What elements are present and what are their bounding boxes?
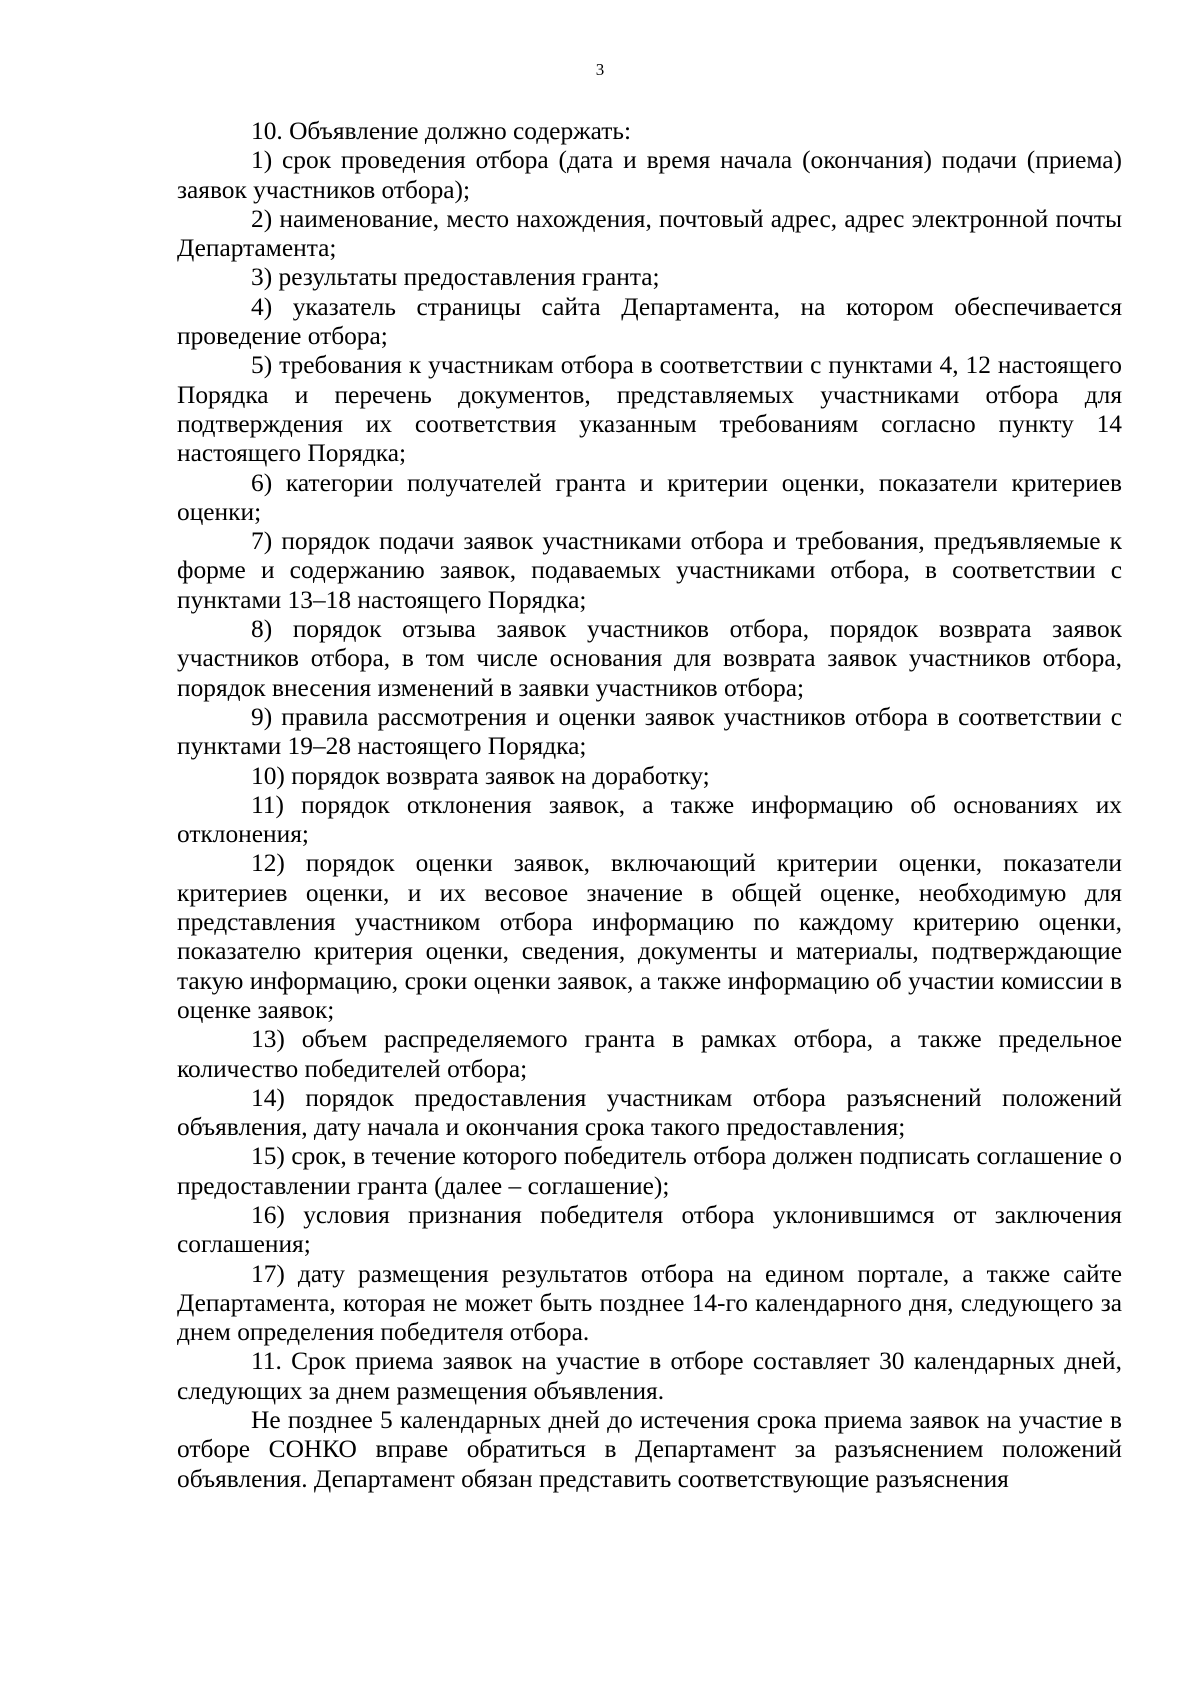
document-body [177, 117, 1122, 1494]
list-item-13: 13) объем распределяемого гранта в рамках отбора, а также предельное количество победителей отбора; [177, 1025, 1122, 1083]
list-item-6: 6) категории получателей гранта и критерии оценки, показатели критериев оценки; [177, 468, 1122, 526]
list-item-11: 11) порядок отклонения заявок, а также информацию об основаниях их отклонения; [177, 790, 1122, 849]
list-item-3: 3) результаты предоставления гранта; [251, 263, 660, 292]
list-item-4: 4) указатель страницы сайта Департамента, на котором обеспечивается проведение отбора; [177, 292, 1122, 351]
list-item-9: 9) правила рассмотрения и оценки заявок участников отбора в соответствии с пунктами 19–28 настоящего Порядка; [177, 702, 1122, 761]
paragraph-10-heading: 10. Объявление должно содержать: [251, 117, 632, 145]
list-item-12: 12) порядок оценки заявок, включающий критерии оценки, показатели критериев оценки, и их весовое значение в общей оценке, необходимую для представления участником отбора информацию по каждому критерию оценки, показателю критерия оценки, сведения, документы и материалы, подтверждающие такую информацию, сроки оценки заявок, а также информацию об участии комиссии в оценке заявок; [177, 849, 1122, 1024]
list-item-5: 5) требования к участникам отбора в соответствии с пунктами 4, 12 настоящего Порядка и перечень документов, представляемых участниками отбора для подтверждения их соответствия указанным требованиям согласно пункту 14 настоящего Порядка; [177, 351, 1122, 468]
list-item-2: 2) наименование, место нахождения, почтовый адрес, адрес электронной почты Департамента; [177, 204, 1122, 263]
list-item-8: 8) порядок отзыва заявок участников отбора, порядок возврата заявок участников отбора, в том числе основания для возврата заявок участников отбора, порядок внесения изменений в заявки участников отбора; [177, 615, 1122, 702]
list-item-1: 1) срок проведения отбора (дата и время начала (окончания) подачи (приема) заявок участников отбора); [177, 146, 1122, 204]
paragraph-11-continuation: Не позднее 5 календарных дней до истечения срока приема заявок на участие в отборе СОНКО вправе обратиться в Департамент за разъяснением положений объявления. Департамент обязан представить соответствующие разъяснения [177, 1406, 1122, 1493]
list-item-10: 10) порядок возврата заявок на доработку; [251, 761, 710, 790]
list-item-14: 14) порядок предоставления участникам отбора разъяснений положений объявления, дату начала и окончания срока такого предоставления; [177, 1083, 1122, 1142]
list-item-16: 16) условия признания победителя отбора уклонившимся от заключения соглашения; [177, 1200, 1122, 1259]
page-number: 3 [595, 60, 605, 79]
list-item-7: 7) порядок подачи заявок участниками отбора и требования, предъявляемые к форме и содержанию заявок, подаваемых участниками отбора, в соответствии с пунктами 13–18 настоящего Порядка; [177, 527, 1122, 614]
paragraph-11: 11. Срок приема заявок на участие в отборе составляет 30 календарных дней, следующих за днем размещения объявления. [177, 1347, 1122, 1405]
list-item-17: 17) дату размещения результатов отбора на едином портале, а также сайте Департамента, которая не может быть позднее 14-го календарного дня, следующего за днем определения победителя отбора. [177, 1259, 1122, 1347]
list-item-15: 15) срок, в течение которого победитель отбора должен подписать соглашение о предоставлении гранта (далее – соглашение); [177, 1142, 1122, 1200]
